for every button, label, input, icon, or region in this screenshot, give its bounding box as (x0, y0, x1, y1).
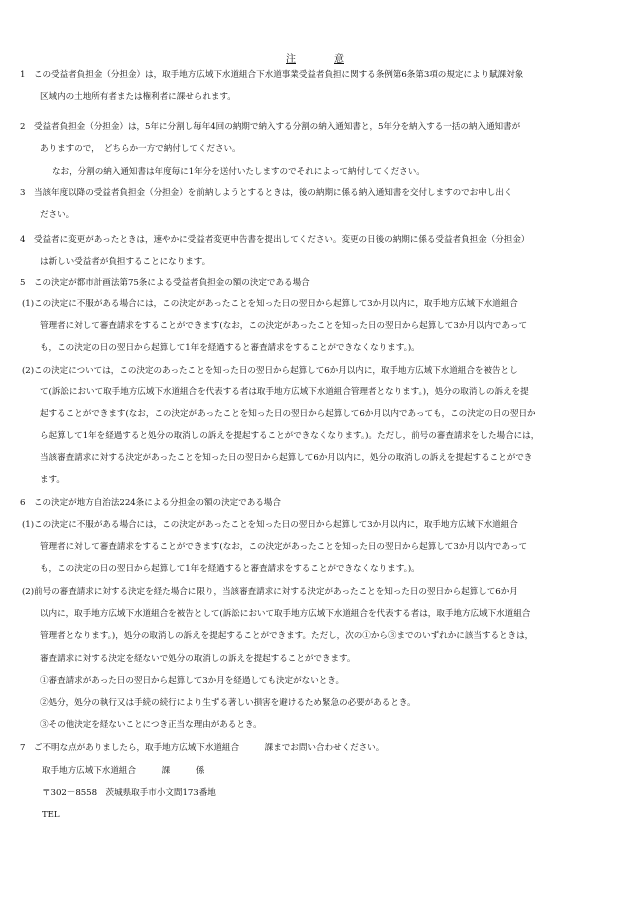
item-4-line-2: は新しい受益者が負担することになります。 (40, 257, 211, 267)
item-1-line-2: 区域内の土地所有者または権利者に課せられます。 (40, 92, 236, 102)
item-5-1-line-1: (1)この決定に不服がある場合には，この決定があったことを知った日の翌日から起算して3か月以内に，取手地方広域下水道組合 (22, 299, 518, 309)
contact-tel: TEL (42, 810, 60, 820)
item-2-line-2: ありますので， どちらか一方で納付してください。 (40, 144, 241, 154)
item-6-2-line-2: 以内に，取手地方広域下水道組合を被告として(訴訟において取手地方広域下水道組合を代表する者は，取手地方広域下水道組合 (40, 609, 531, 619)
condition-1: ①審査請求があった日の翌日から起算して3か月を経過しても決定がないとき。 (40, 676, 345, 686)
item-1-line-1: 1 この受益者負担金（分担金）は，取手地方広域下水道組合下水道事業受益者負担に関する条例第6条第3項の規定により賦課対象 (20, 70, 524, 80)
item-2-line-3: なお，分割の納入通知書は年度毎に1年分を送付いたしますのでそれによって納付してください。 (52, 167, 425, 177)
item-4-line-1: 4 受益者に変更があったときは，速やかに受益者変更申告書を提出してください。変更の日後の納期に係る受益者負担金（分担金） (20, 235, 530, 245)
condition-2: ②処分，処分の執行又は手続の続行により生ずる著しい損害を避けるため緊急の必要があるとき。 (40, 698, 416, 708)
item-6-heading: 6 この決定が地方自治法224条による分担金の額の決定である場合 (20, 498, 281, 508)
condition-3: ③その他決定を経ないことにつき正当な理由があるとき。 (40, 720, 262, 730)
item-5-1-line-3: も，この決定の日の翌日から起算して1年を経過すると審査請求をすることができなくなります。)。 (40, 343, 420, 353)
item-6-2-line-3: 管理者となります。)，処分の取消しの訴えを提起することができます。ただし，次の①から③までのいずれかに該当するときは， (40, 631, 534, 641)
contact-department: 取手地方広域下水道組合 課 係 (42, 766, 205, 776)
item-5-2-line-3: 起することができます(なお，この決定があったことを知った日の翌日から起算して6か月以内であっても，この決定の日の翌日か (40, 409, 536, 419)
item-5-1-line-2: 管理者に対して審査請求をすることができます(なお，この決定があったことを知った日の翌日から起算して3か月以内であって (40, 321, 528, 331)
contact-address: 〒302－8558 茨城県取手市小文間173番地 (42, 788, 216, 798)
item-5-2-line-6: ます。 (40, 475, 65, 485)
item-5-heading: 5 この決定が都市計画法第75条による受益者負担金の額の決定である場合 (20, 278, 310, 288)
item-5-2-line-5: 当該審査請求に対する決定があったことを知った日の翌日から起算して6か月以内に，処分の取消しの訴えを提起することができ (40, 453, 533, 463)
item-3-line-1: 3 当該年度以降の受益者負担金（分担金）を前納しようとするときは，後の納期に係る納入通知書を交付しますのでお申し出く (20, 188, 513, 198)
item-7-line-1: 7 ご不明な点がありましたら，取手地方広域下水道組合 課までお問い合わせください。 (20, 743, 385, 753)
item-2-line-1: 2 受益者負担金（分担金）は，5年に分割し毎年4回の納期で納入する分割の納入通知書と，5年分を納入する一括の納入通知書が (20, 122, 521, 132)
item-5-2-line-2: て(訴訟において取手地方広域下水道組合を代表する者は取手地方広域下水道組合管理者となります。)，処分の取消しの訴えを提 (40, 387, 529, 397)
item-6-1-line-2: 管理者に対して審査請求をすることができます(なお，この決定があったことを知った日の翌日から起算して3か月以内であって (40, 542, 528, 552)
title-left-char: 注 (286, 54, 296, 65)
page-title (0, 50, 630, 65)
item-6-2-line-4: 審査請求に対する決定を経ないで処分の取消しの訴えを提起することができます。 (40, 654, 356, 664)
item-6-1-line-1: (1)この決定に不服がある場合には，この決定があったことを知った日の翌日から起算して3か月以内に，取手地方広域下水道組合 (22, 520, 518, 530)
item-6-1-line-3: も，この決定の日の翌日から起算して1年を経過すると審査請求をすることができなくなります。)。 (40, 564, 420, 574)
title-right-char: 意 (334, 54, 344, 65)
item-6-2-line-1: (2)前号の審査請求に対する決定を経た場合に限り，当該審査請求に対する決定があったことを知った日の翌日から起算して6か月 (22, 587, 518, 597)
item-3-line-2: ださい。 (40, 210, 75, 220)
item-5-2-line-1: (2)この決定については，この決定のあったことを知った日の翌日から起算して6か月以内に，取手地方広域下水道組合を被告とし (22, 366, 518, 376)
item-5-2-line-4: ら起算して1年を経過すると処分の取消しの訴えを提起することができなくなります。)。ただし，前号の審査請求をした場合には， (40, 431, 540, 441)
